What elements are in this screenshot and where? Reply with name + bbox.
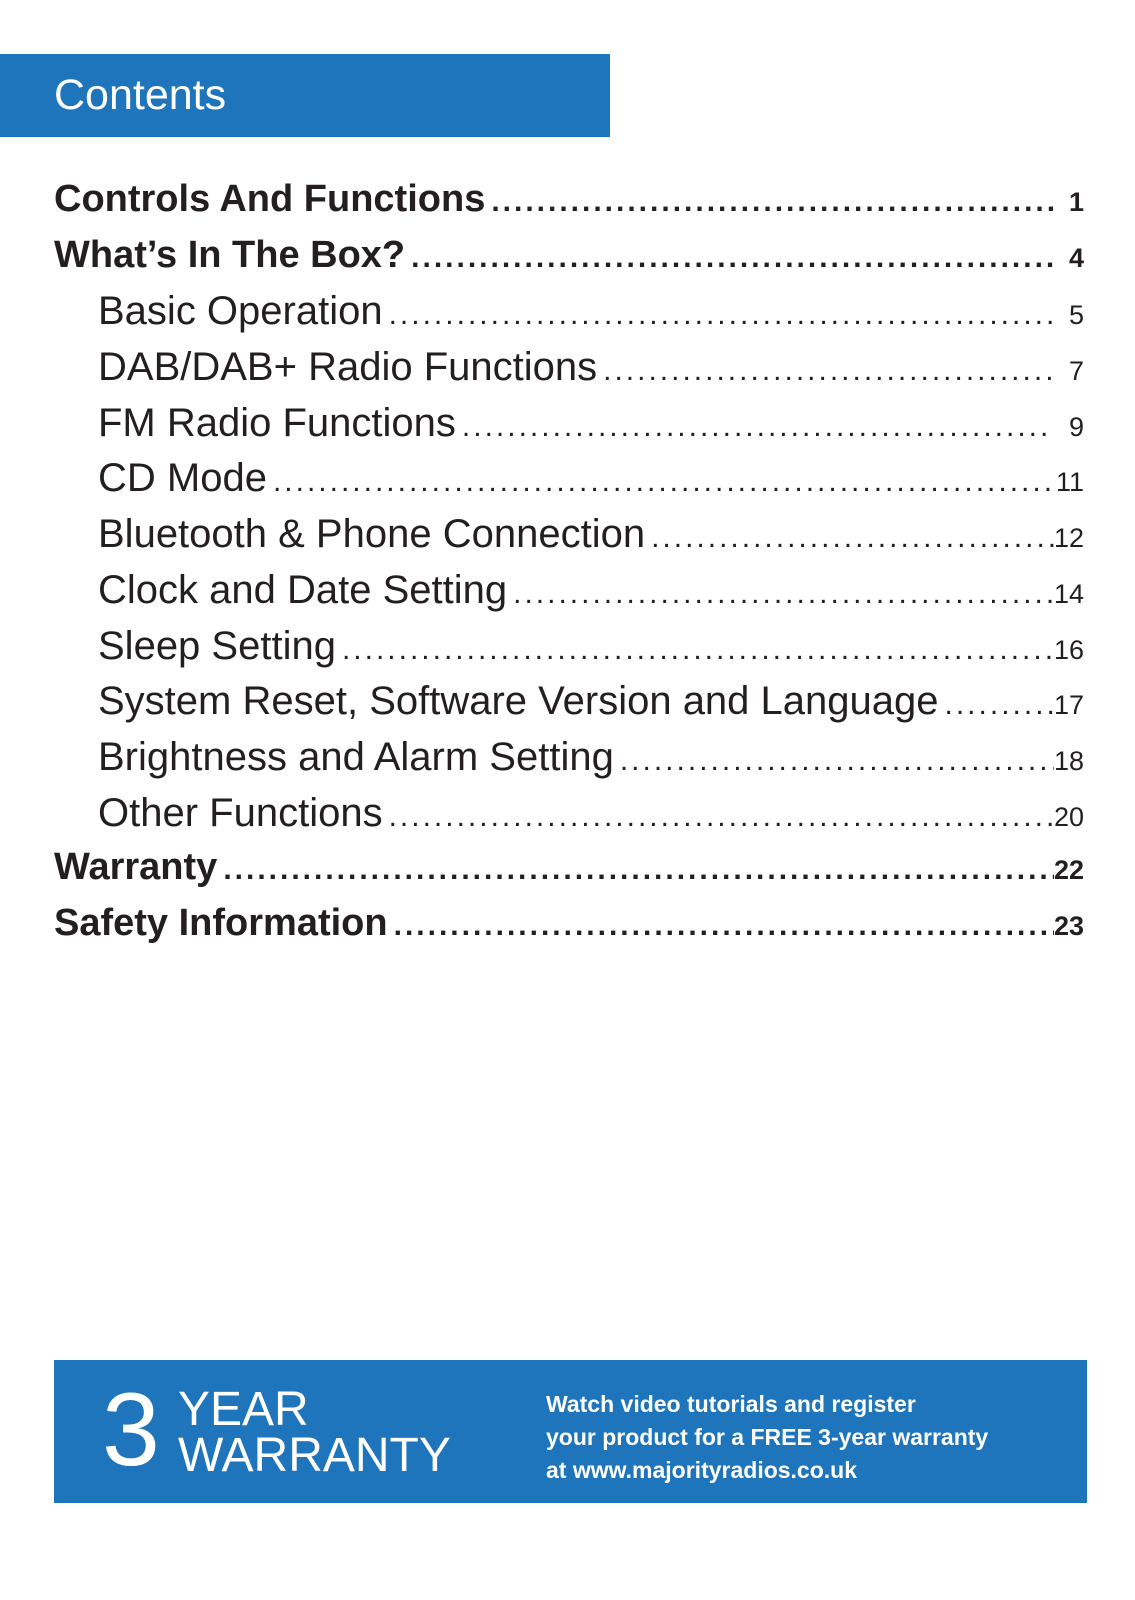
toc-entry-page: 7 bbox=[1068, 356, 1084, 387]
toc-entry-label: CD Mode bbox=[98, 456, 267, 501]
toc-leader-dots bbox=[405, 241, 1054, 275]
toc-entry-basic-operation[interactable] bbox=[54, 289, 1084, 345]
toc-entry-page: 14 bbox=[1053, 578, 1084, 609]
toc-entry-whats-in-the-box[interactable] bbox=[54, 234, 1084, 290]
toc-entry-label: Brightness and Alarm Setting bbox=[98, 734, 614, 779]
toc-entry-cd-mode[interactable] bbox=[54, 456, 1084, 512]
toc-entry-label: Other Functions bbox=[98, 790, 383, 835]
warranty-info-text bbox=[546, 1388, 988, 1487]
toc-leader-dots bbox=[645, 521, 1054, 555]
toc-entry-page: 4 bbox=[1068, 242, 1084, 273]
toc-entry-label: Controls And Functions bbox=[54, 178, 486, 220]
toc-entry-label: System Reset, Software Version and Language bbox=[98, 679, 939, 724]
toc-entry-label: Basic Operation bbox=[98, 289, 383, 334]
warranty-info-line: at www.majorityradios.co.uk bbox=[546, 1457, 858, 1483]
toc-entry-page: 20 bbox=[1053, 801, 1084, 832]
page-title: Contents bbox=[54, 71, 227, 119]
toc-leader-dots bbox=[485, 185, 1054, 219]
warranty-word-label: WARRANTY bbox=[178, 1429, 451, 1482]
toc-leader-dots bbox=[507, 577, 1054, 611]
toc-entry-page: 17 bbox=[1053, 690, 1084, 721]
toc-entry-clock-and-date-setting[interactable] bbox=[54, 568, 1084, 624]
toc-entry-page: 11 bbox=[1055, 467, 1084, 498]
warranty-info-line: Watch video tutorials and register bbox=[546, 1391, 916, 1417]
toc-entry-dab-radio-functions[interactable] bbox=[54, 345, 1084, 401]
toc-entry-page: 23 bbox=[1053, 910, 1084, 941]
warranty-number: 3 bbox=[102, 1372, 160, 1488]
toc-entry-bluetooth-phone-connection[interactable] bbox=[54, 512, 1084, 568]
warranty-info-line: your product for a FREE 3-year warranty bbox=[546, 1424, 989, 1450]
warranty-year-label: YEAR bbox=[178, 1383, 309, 1436]
toc-entry-safety-information[interactable] bbox=[54, 902, 1084, 958]
toc-leader-dots bbox=[597, 354, 1054, 388]
toc-leader-dots bbox=[383, 298, 1054, 332]
toc-entry-brightness-and-alarm-setting[interactable] bbox=[54, 735, 1084, 791]
toc-entry-label: FM Radio Functions bbox=[98, 400, 456, 445]
toc-entry-system-reset[interactable] bbox=[54, 679, 1084, 735]
toc-entry-page: 16 bbox=[1053, 634, 1084, 665]
toc-entry-other-functions[interactable] bbox=[54, 791, 1084, 847]
toc-entry-label: DAB/DAB+ Radio Functions bbox=[98, 345, 598, 390]
toc-leader-dots bbox=[614, 744, 1054, 778]
contents-header-bar bbox=[0, 54, 610, 137]
table-of-contents bbox=[54, 178, 1084, 958]
toc-entry-page: 1 bbox=[1068, 187, 1084, 217]
toc-leader-dots bbox=[456, 410, 1054, 444]
toc-entry-page: 12 bbox=[1053, 523, 1084, 554]
toc-leader-dots bbox=[383, 800, 1054, 834]
toc-entry-page: 22 bbox=[1053, 855, 1084, 886]
toc-entry-label: Sleep Setting bbox=[98, 623, 336, 668]
toc-entry-label: Safety Information bbox=[54, 901, 388, 944]
toc-entry-page: 18 bbox=[1053, 745, 1084, 776]
toc-entry-fm-radio-functions[interactable] bbox=[54, 401, 1084, 457]
toc-entry-controls-and-functions[interactable] bbox=[54, 178, 1084, 234]
toc-entry-page: 9 bbox=[1068, 411, 1084, 442]
toc-leader-dots bbox=[939, 688, 1054, 722]
toc-leader-dots bbox=[336, 633, 1054, 667]
toc-entry-page: 5 bbox=[1068, 300, 1084, 331]
toc-leader-dots bbox=[388, 909, 1054, 943]
toc-entry-label: Clock and Date Setting bbox=[98, 567, 508, 612]
toc-entry-label: Warranty bbox=[54, 846, 218, 889]
toc-leader-dots bbox=[217, 853, 1054, 887]
toc-entry-sleep-setting[interactable] bbox=[54, 624, 1084, 680]
toc-entry-label: What’s In The Box? bbox=[54, 233, 406, 276]
toc-leader-dots bbox=[267, 465, 1054, 499]
toc-entry-label: Bluetooth & Phone Connection bbox=[98, 512, 646, 557]
toc-entry-warranty[interactable] bbox=[54, 846, 1084, 902]
warranty-banner bbox=[54, 1360, 1087, 1503]
